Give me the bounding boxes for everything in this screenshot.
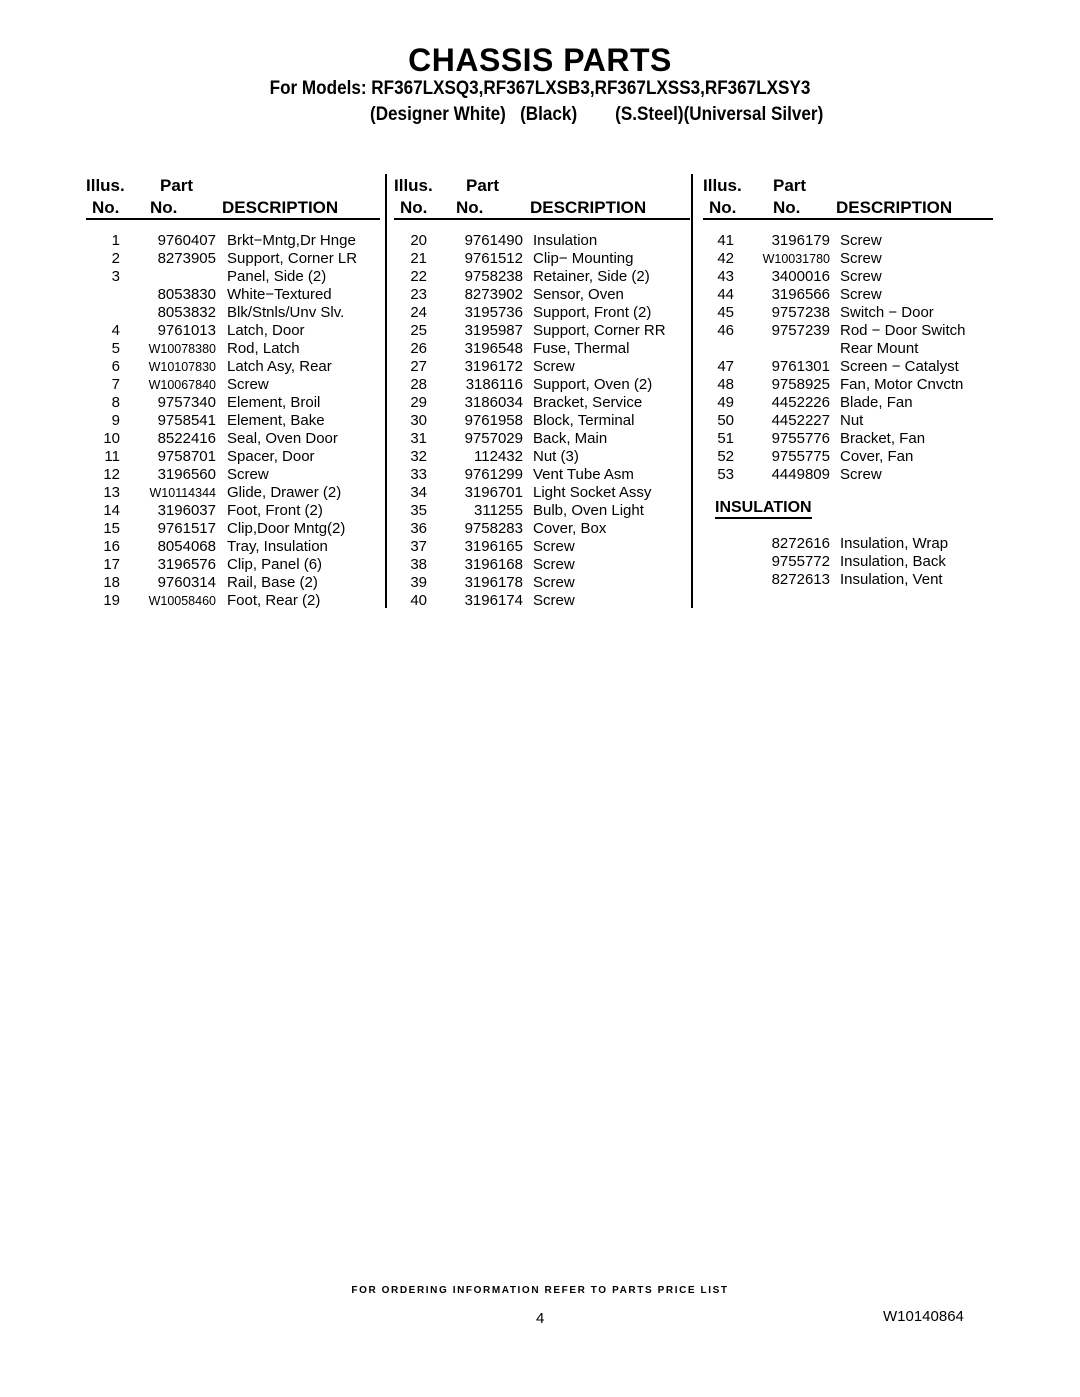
- part-row: [86, 592, 380, 610]
- parts-list-2: [394, 220, 690, 610]
- illus-number: 1: [111, 232, 120, 249]
- part-description: Cover, Fan: [840, 448, 914, 465]
- part-description: Screen − Catalyst: [840, 358, 959, 375]
- part-description: Latch Asy, Rear: [227, 358, 332, 375]
- part-row: [86, 502, 380, 520]
- part-row: [394, 268, 690, 286]
- part-number: 9758238: [464, 268, 523, 285]
- part-row: [703, 358, 993, 376]
- part-row: [394, 286, 690, 304]
- illus-number: 41: [717, 232, 734, 249]
- part-description: Bulb, Oven Light: [533, 502, 644, 519]
- header-description: DESCRIPTION: [222, 198, 339, 217]
- part-number: 9757239: [771, 322, 830, 339]
- part-row: [86, 232, 380, 250]
- illus-number: 6: [111, 358, 120, 375]
- illus-number: 53: [717, 466, 734, 483]
- parts-list-1: [86, 220, 380, 610]
- part-description: Block, Terminal: [533, 412, 635, 429]
- illus-number: 12: [103, 466, 120, 483]
- illus-number: 16: [103, 538, 120, 555]
- part-description: Screw: [533, 358, 575, 375]
- part-description: Support, Oven (2): [533, 376, 653, 393]
- part-number: 3186116: [465, 376, 523, 393]
- illus-number: 19: [103, 592, 120, 609]
- variant-black: (Black): [520, 104, 578, 125]
- part-number: 9755775: [771, 448, 830, 465]
- part-description: Clip,Door Mntg(2): [227, 520, 346, 537]
- part-description: Rail, Base (2): [227, 574, 318, 591]
- part-description: Rod, Latch: [227, 340, 300, 357]
- insulation-title: INSULATION: [715, 499, 812, 519]
- part-number: W10078380: [148, 342, 216, 356]
- part-description: Vent Tube Asm: [533, 466, 634, 483]
- part-description: Foot, Front (2): [227, 502, 323, 519]
- part-row: [394, 430, 690, 448]
- part-row: [86, 538, 380, 556]
- part-description: Rear Mount: [840, 340, 919, 357]
- part-row: [394, 592, 690, 610]
- illus-number: 26: [410, 340, 427, 357]
- illus-number: 47: [717, 358, 734, 375]
- illus-number: 33: [410, 466, 427, 483]
- part-number: W10107830: [148, 360, 216, 374]
- part-description: Tray, Insulation: [227, 538, 328, 555]
- part-row: [703, 376, 993, 394]
- part-number: 9758283: [464, 520, 523, 537]
- header-description: DESCRIPTION: [530, 198, 647, 217]
- part-row: [86, 322, 380, 340]
- illus-number: 45: [717, 304, 734, 321]
- part-number: W10114344: [149, 486, 216, 500]
- part-description: Support, Corner RR: [533, 322, 666, 339]
- part-description: White−Textured: [227, 286, 332, 303]
- part-description: Fuse, Thermal: [533, 340, 630, 357]
- part-row: [86, 358, 380, 376]
- illus-number: 9: [111, 412, 120, 429]
- header-illus: Illus.: [394, 176, 433, 195]
- illus-number: 20: [410, 232, 427, 249]
- part-row: [394, 574, 690, 592]
- part-number: 9761490: [464, 232, 523, 249]
- part-description: Foot, Rear (2): [227, 592, 321, 609]
- part-number: 3196566: [771, 286, 830, 303]
- illus-number: 42: [717, 250, 734, 267]
- part-row: [394, 358, 690, 376]
- part-description: Screw: [533, 592, 575, 609]
- part-description: Panel, Side (2): [227, 268, 327, 285]
- part-description: Screw: [840, 250, 882, 267]
- part-number: 3186034: [464, 394, 523, 411]
- illus-number: 25: [410, 322, 427, 339]
- illus-number: 23: [410, 286, 427, 303]
- part-row: [86, 466, 380, 484]
- header-illus: Illus.: [86, 176, 125, 195]
- illus-number: 44: [717, 286, 734, 303]
- part-number: 3196576: [157, 556, 216, 573]
- header-illus: Illus.: [703, 176, 742, 195]
- part-description: Element, Broil: [227, 394, 321, 411]
- illus-number: 7: [111, 376, 120, 393]
- part-number: 3196174: [464, 592, 523, 609]
- part-number: 8273905: [157, 250, 216, 267]
- header-illus-no: No.: [92, 198, 120, 217]
- part-number: 8272613: [771, 571, 830, 588]
- part-description: Seal, Oven Door: [227, 430, 338, 447]
- part-number: 9761958: [464, 412, 523, 429]
- part-row: [394, 394, 690, 412]
- part-number: W10067840: [148, 378, 216, 392]
- part-description: Glide, Drawer (2): [227, 484, 342, 501]
- part-row: [86, 520, 380, 538]
- part-row: [86, 304, 380, 322]
- part-number: 9760314: [157, 574, 216, 591]
- part-description: Insulation: [533, 232, 598, 249]
- column-divider: [385, 174, 387, 608]
- ordering-note: FOR ORDERING INFORMATION REFER TO PARTS PRICE LIST: [351, 1285, 729, 1296]
- part-number: 9757238: [771, 304, 830, 321]
- illus-number: 15: [103, 520, 120, 537]
- part-number: 9761013: [157, 322, 216, 339]
- part-row: [394, 502, 690, 520]
- illus-number: 51: [717, 430, 734, 447]
- part-number: 9758925: [771, 376, 830, 393]
- part-row: [703, 232, 993, 250]
- part-row: [703, 268, 993, 286]
- document-number: W10140864: [883, 1308, 964, 1325]
- part-number: 8054068: [157, 538, 216, 555]
- illus-number: 5: [111, 340, 120, 357]
- part-number: 9761517: [157, 520, 216, 537]
- part-description: Insulation, Back: [840, 553, 946, 570]
- illus-number: 18: [103, 574, 120, 591]
- part-row: [86, 448, 380, 466]
- part-description: Clip− Mounting: [533, 250, 634, 267]
- illus-number: 32: [410, 448, 427, 465]
- model-variants: [370, 104, 823, 126]
- illus-number: 29: [410, 394, 427, 411]
- part-row: [394, 520, 690, 538]
- part-row: [703, 553, 993, 571]
- column-header: [703, 172, 993, 220]
- part-number: 8272616: [771, 535, 830, 552]
- illus-number: 36: [410, 520, 427, 537]
- part-number: 3196560: [157, 466, 216, 483]
- illus-number: 50: [717, 412, 734, 429]
- illus-number: 21: [410, 250, 427, 267]
- part-row: [86, 412, 380, 430]
- illus-number: 34: [410, 484, 427, 501]
- part-description: Bracket, Fan: [840, 430, 926, 447]
- part-description: Insulation, Wrap: [840, 535, 949, 552]
- part-description: Screw: [840, 286, 882, 303]
- part-row: [86, 340, 380, 358]
- illus-number: 24: [410, 304, 427, 321]
- column-divider: [691, 174, 693, 608]
- part-number: 3196037: [157, 502, 216, 519]
- part-number: 9761301: [771, 358, 830, 375]
- part-number: 4452227: [771, 412, 830, 429]
- part-number: 8053830: [157, 286, 216, 303]
- part-row: [703, 304, 993, 322]
- part-description: Screw: [533, 556, 575, 573]
- header-part: Part: [466, 176, 500, 195]
- part-number: 9761299: [464, 466, 523, 483]
- part-number: 3196165: [464, 538, 523, 555]
- column-header: [86, 172, 380, 220]
- parts-column-3: [703, 172, 993, 484]
- illus-number: 38: [410, 556, 427, 573]
- part-number: 9760407: [157, 232, 216, 249]
- part-row: [394, 556, 690, 574]
- illus-number: 10: [103, 430, 120, 447]
- part-number: 3400016: [771, 268, 830, 285]
- variant-steel: (S.Steel)(Universal Silver): [615, 104, 824, 125]
- part-description: Cover, Box: [533, 520, 607, 537]
- header-part-no: No.: [456, 198, 484, 217]
- part-description: Nut: [840, 412, 864, 429]
- part-row: [703, 571, 993, 589]
- header-part-no: No.: [150, 198, 178, 217]
- header-part: Part: [160, 176, 194, 195]
- part-number: 3196178: [464, 574, 523, 591]
- illus-number: 43: [717, 268, 734, 285]
- part-description: Bracket, Service: [533, 394, 643, 411]
- header-illus-no: No.: [709, 198, 737, 217]
- part-description: Screw: [533, 574, 575, 591]
- parts-column-2: [394, 172, 690, 610]
- part-row: [86, 250, 380, 268]
- part-row: [394, 448, 690, 466]
- illus-number: 13: [103, 484, 120, 501]
- part-number: 9755772: [771, 553, 830, 570]
- part-description: Fan, Motor Cnvctn: [840, 376, 964, 393]
- part-number: 8053832: [157, 304, 216, 321]
- part-number: 3196701: [464, 484, 523, 501]
- part-number: 3195987: [464, 322, 523, 339]
- part-row: [703, 448, 993, 466]
- part-row: [703, 430, 993, 448]
- part-row: [86, 268, 380, 286]
- part-number: 3196548: [464, 340, 523, 357]
- illus-number: 8: [111, 394, 120, 411]
- parts-list-3: [703, 220, 993, 484]
- part-number: 4452226: [771, 394, 830, 411]
- illus-number: 2: [111, 250, 120, 267]
- models-line: For Models: RF367LXSQ3,RF367LXSB3,RF367LXSS3,RF367LXSY3: [269, 78, 811, 99]
- part-description: Insulation, Vent: [840, 571, 943, 588]
- illus-number: 39: [410, 574, 427, 591]
- insulation-list: [703, 523, 993, 589]
- insulation-heading: [715, 499, 812, 517]
- part-description: Nut (3): [533, 448, 579, 465]
- part-row: [394, 340, 690, 358]
- illus-number: 3: [111, 268, 120, 285]
- header-description: DESCRIPTION: [836, 198, 953, 217]
- part-row: [394, 538, 690, 556]
- illus-number: 14: [103, 502, 120, 519]
- part-description: Support, Front (2): [533, 304, 652, 321]
- part-row: [86, 286, 380, 304]
- illus-number: 17: [103, 556, 120, 573]
- part-description: Light Socket Assy: [533, 484, 652, 501]
- page-number: 4: [536, 1310, 545, 1327]
- part-number: 8522416: [157, 430, 216, 447]
- illus-number: 30: [410, 412, 427, 429]
- part-description: Screw: [840, 268, 882, 285]
- part-number: 3196168: [464, 556, 523, 573]
- header-part: Part: [773, 176, 807, 195]
- illus-number: 40: [410, 592, 427, 609]
- part-row: [703, 340, 993, 358]
- illus-number: 46: [717, 322, 734, 339]
- part-description: Back, Main: [533, 430, 608, 447]
- part-row: [703, 412, 993, 430]
- part-row: [86, 376, 380, 394]
- part-description: Retainer, Side (2): [533, 268, 650, 285]
- part-row: [394, 322, 690, 340]
- part-number: 4449809: [771, 466, 830, 483]
- part-number: 3195736: [464, 304, 523, 321]
- part-row: [703, 394, 993, 412]
- illus-number: 35: [410, 502, 427, 519]
- part-row: [703, 535, 993, 553]
- part-number: 9761512: [464, 250, 523, 267]
- part-row: [394, 466, 690, 484]
- illus-number: 28: [410, 376, 427, 393]
- part-description: Switch − Door: [840, 304, 934, 321]
- part-description: Rod − Door Switch: [840, 322, 966, 339]
- part-description: Element, Bake: [227, 412, 325, 429]
- part-row: [703, 466, 993, 484]
- part-row: [394, 412, 690, 430]
- illus-number: 4: [111, 322, 120, 339]
- header-part-no: No.: [773, 198, 801, 217]
- part-description: Screw: [840, 466, 882, 483]
- part-number: 9755776: [771, 430, 830, 447]
- illus-number: 48: [717, 376, 734, 393]
- part-number: 3196179: [771, 232, 830, 249]
- illus-number: 37: [410, 538, 427, 555]
- part-row: [703, 250, 993, 268]
- part-row: [86, 394, 380, 412]
- part-description: Latch, Door: [227, 322, 305, 339]
- part-description: Screw: [227, 466, 269, 483]
- illus-number: 22: [410, 268, 427, 285]
- part-row: [703, 322, 993, 340]
- illus-number: 27: [410, 358, 427, 375]
- part-number: 112432: [474, 448, 523, 465]
- part-description: Brkt−Mntg,Dr Hnge: [227, 232, 356, 249]
- part-description: Screw: [227, 376, 269, 393]
- part-description: Blade, Fan: [840, 394, 913, 411]
- part-number: W10058460: [148, 594, 216, 608]
- part-number: 9757340: [157, 394, 216, 411]
- part-description: Clip, Panel (6): [227, 556, 323, 573]
- part-description: Spacer, Door: [227, 448, 315, 465]
- part-row: [86, 556, 380, 574]
- part-row: [394, 250, 690, 268]
- part-row: [86, 574, 380, 592]
- part-row: [86, 484, 380, 502]
- part-row: [394, 376, 690, 394]
- part-row: [86, 430, 380, 448]
- part-number: 8273902: [464, 286, 523, 303]
- column-header: [394, 172, 690, 220]
- part-description: Screw: [533, 538, 575, 555]
- part-number: 3196172: [464, 358, 523, 375]
- part-row: [394, 304, 690, 322]
- part-number: 311255: [474, 502, 523, 519]
- illus-number: 31: [410, 430, 427, 447]
- variant-white: (Designer White): [370, 104, 506, 125]
- header-illus-no: No.: [400, 198, 428, 217]
- page-title: CHASSIS PARTS: [408, 42, 672, 78]
- part-number: 9758541: [157, 412, 216, 429]
- illus-number: 49: [717, 394, 734, 411]
- parts-column-1: [86, 172, 380, 610]
- part-number: W10031780: [762, 252, 830, 266]
- part-number: 9757029: [464, 430, 523, 447]
- part-row: [394, 484, 690, 502]
- part-description: Support, Corner LR: [227, 250, 358, 267]
- part-row: [394, 232, 690, 250]
- part-number: 9758701: [157, 448, 216, 465]
- part-description: Screw: [840, 232, 882, 249]
- part-row: [703, 286, 993, 304]
- illus-number: 11: [104, 448, 120, 465]
- part-description: Sensor, Oven: [533, 286, 624, 303]
- illus-number: 52: [717, 448, 734, 465]
- part-description: Blk/Stnls/Unv Slv.: [227, 304, 345, 321]
